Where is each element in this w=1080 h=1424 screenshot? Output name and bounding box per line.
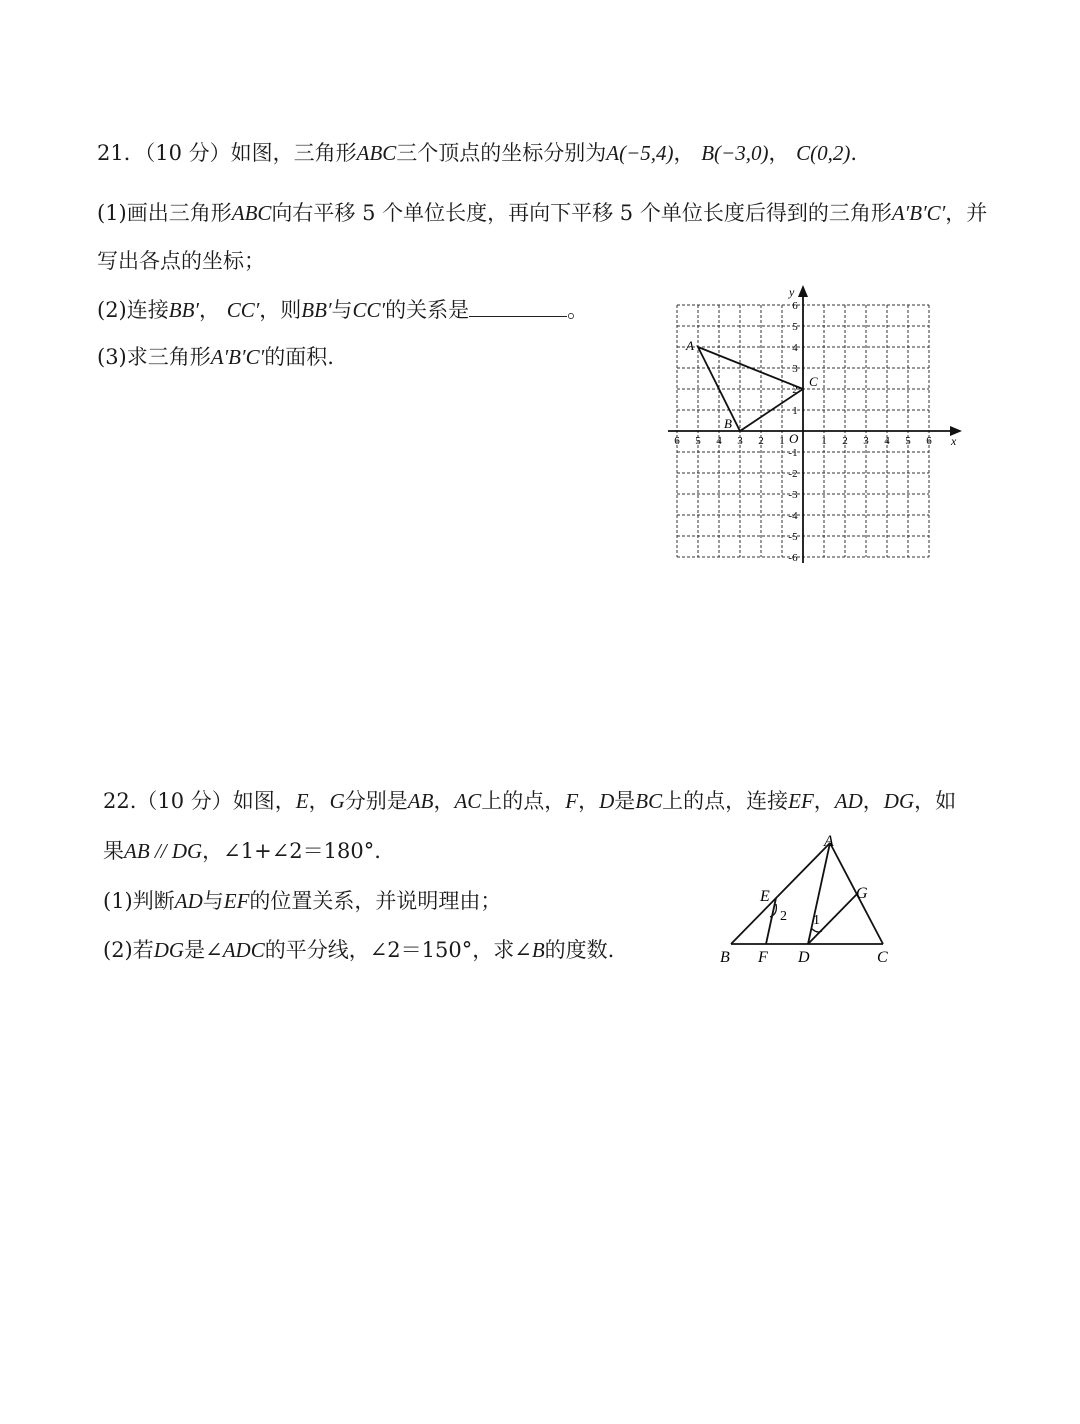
y-tick-label: 1 (792, 405, 798, 417)
x-tick-label: 4 (716, 435, 722, 447)
y-tick-label: 3 (792, 363, 798, 375)
y-tick-label: -2 (788, 468, 798, 480)
x-tick-label: 1 (779, 435, 785, 447)
x-tick-label: 3 (863, 435, 869, 447)
x-tick-label: 2 (842, 435, 848, 447)
x-axis-label: x (951, 434, 957, 448)
y-axis-arrow (798, 285, 808, 297)
grid-axes (668, 285, 962, 563)
label-a: A (824, 833, 834, 850)
vertex-a-label: A (686, 338, 694, 353)
x-tick-label: 6 (674, 435, 680, 447)
triangle-abc (685, 338, 818, 431)
y-tick-label: -3 (788, 489, 798, 501)
y-tick-label: -6 (788, 552, 798, 564)
label-d: D (798, 949, 810, 966)
q21-part1-cont: 写出各点的坐标； (97, 249, 265, 273)
q21-part1: (1)画出三角形ABC向右平移 5 个单位长度，再向下平移 5 个单位长度后得到的三角形A′B′C′，并 (97, 201, 988, 225)
x-tick-label: 1 (821, 435, 827, 447)
answer-blank[interactable] (469, 294, 567, 317)
label-c: C (877, 949, 888, 966)
label-angle-2: 2 (780, 909, 787, 924)
y-axis-label: y (789, 285, 795, 299)
y-tick-label: -1 (788, 447, 798, 459)
vertex-c-label: C (809, 374, 818, 389)
x-tick-label: 4 (884, 435, 890, 447)
q22-header: 22.（10 分）如图，E，G分别是AB，AC上的点，F，D是BC上的点，连接EF，AD，DG，如 (103, 789, 957, 813)
x-tick-label: 3 (737, 435, 743, 447)
label-e: E (760, 888, 770, 905)
x-tick-label: 6 (926, 435, 932, 447)
y-tick-label: -4 (788, 510, 798, 522)
q22-line2: 果AB // DG，∠1+∠2＝180°. (103, 839, 381, 863)
coordinate-grid-figure (660, 282, 970, 572)
vertex-b-label: B (724, 416, 732, 431)
q22-part2: (2)若DG是∠ADC的平分线，∠2＝150°，求∠B的度数. (103, 938, 615, 962)
y-tick-label: -5 (788, 531, 798, 543)
segment-ab (731, 843, 830, 944)
label-g: G (856, 885, 868, 902)
y-tick-label: 2 (792, 384, 798, 396)
label-f: F (758, 949, 768, 966)
label-angle-1: 1 (813, 913, 820, 928)
y-tick-label: 6 (792, 300, 798, 312)
origin-label: O (789, 431, 799, 446)
x-tick-label: 5 (905, 435, 911, 447)
y-tick-label: 4 (792, 342, 798, 354)
q21-part3: (3)求三角形A′B′C′的面积. (97, 345, 334, 369)
y-tick-label: 5 (792, 321, 798, 333)
q21-part2: (2)连接BB′， CC′，则BB′与CC′的关系是 。 (97, 294, 588, 325)
label-b: B (720, 949, 730, 966)
triangle-figure (715, 830, 895, 970)
x-tick-label: 2 (758, 435, 764, 447)
x-tick-label: 5 (695, 435, 701, 447)
q22-part1: (1)判断AD与EF的位置关系，并说明理由； (103, 889, 502, 913)
angle-1-arc (811, 928, 822, 932)
q21-header: 21．（10 分）如图，三角形ABC三个顶点的坐标分别为A(−5,4)， B(−3,0)， C(0,2). (97, 141, 858, 165)
